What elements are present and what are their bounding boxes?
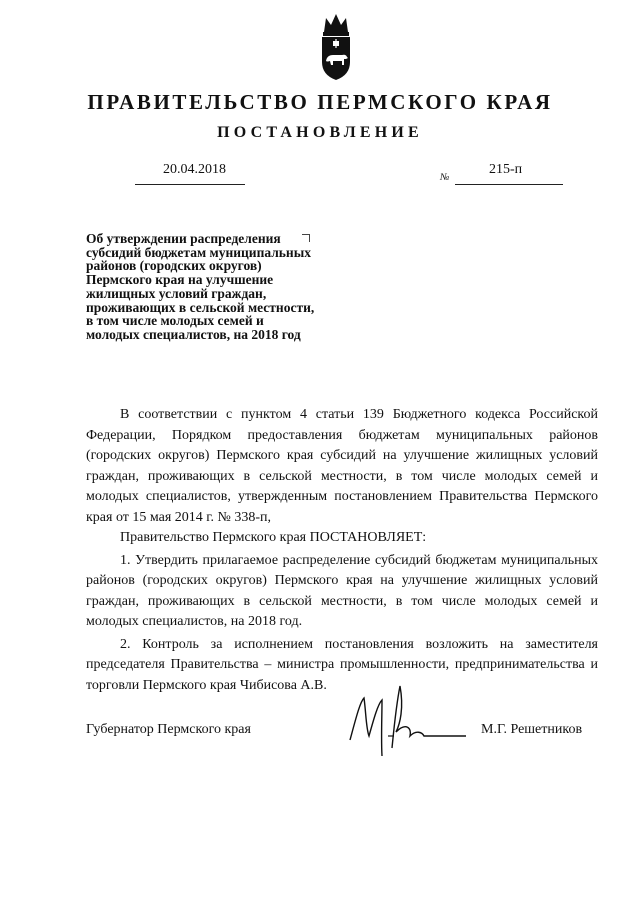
signer-name: М.Г. Решетников (481, 722, 583, 737)
number-underline (455, 184, 563, 185)
signer-title: Губернатор Пермского края (86, 722, 251, 737)
coat-of-arms-icon (318, 12, 354, 82)
document-number: 215-п (489, 162, 523, 177)
date-underline (135, 184, 245, 185)
document-date: 20.04.2018 (163, 162, 226, 177)
signature-image (336, 678, 476, 768)
document-body (86, 405, 598, 696)
number-sign: № (440, 172, 450, 183)
document-subject: Об утверждении распределения субсидий бюджетам муниципальных районов (городских округов) Пермского края на улучшение жилищных условий граждан, проживающих в сельской местности, в том числе молодых семей и молодых специалистов, на 2018 год (86, 231, 315, 342)
preamble-paragraph: В соответствии с пунктом 4 статьи 139 Бюджетного кодекса Российской Федерации, Порядком предоставления бюджетам муниципальных районов (городских округов) Пермского края субсидий на улучшение жилищных условий граждан, проживающих в сельской местности, в том числе молодых семей и молодых специалистов, утвержденным постановлением Правительства Пермского края от 15 мая 2014 г. № 338-п, (86, 407, 598, 525)
decree-item-2: 2. Контроль за исполнением постановления возложить на заместителя председателя Правительства – министра промышленности, предпринимательства и торговли Пермского края Чибисова А.В. (86, 636, 598, 693)
decree-item-1: 1. Утвердить прилагаемое распределение субсидий бюджетам муниципальных районов (городских округов) Пермского края на улучшение жилищных условий граждан, проживающих в сельской местности, в том числе молодых семей и молодых специалистов, на 2018 год. (86, 552, 598, 629)
decree-line: Правительство Пермского края ПОСТАНОВЛЯЕТ: (120, 530, 427, 545)
document-type: ПОСТАНОВЛЕНИЕ (217, 124, 423, 141)
government-title: ПРАВИТЕЛЬСТВО ПЕРМСКОГО КРАЯ (87, 90, 553, 114)
